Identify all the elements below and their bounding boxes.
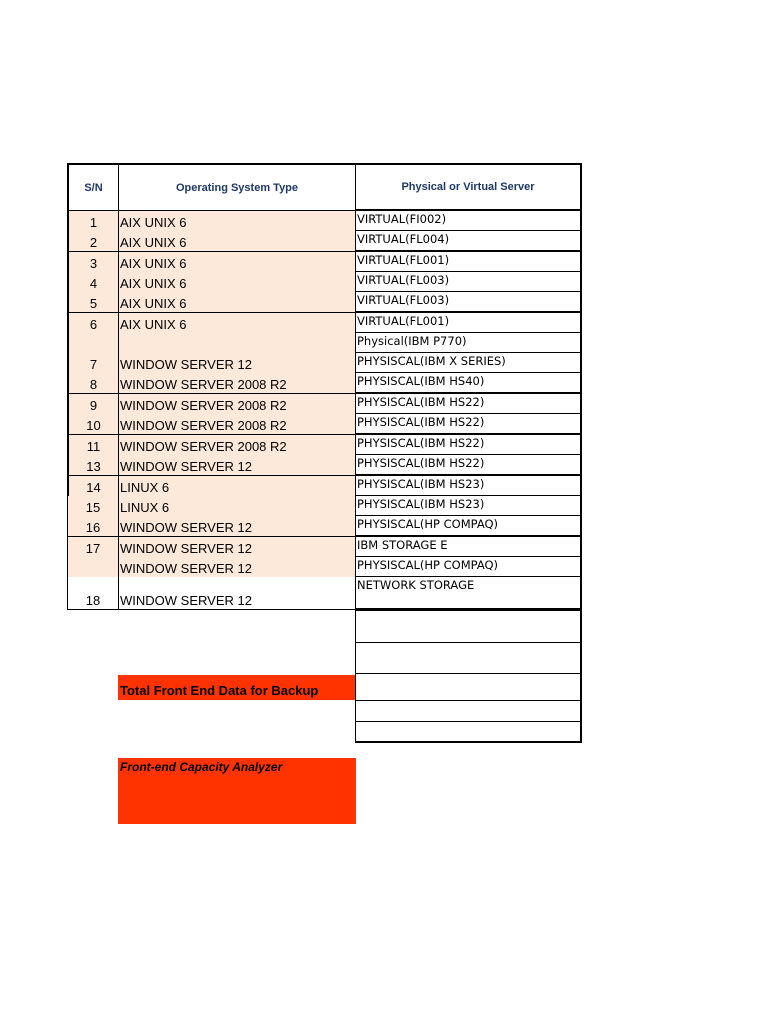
table-row xyxy=(67,557,582,578)
cell-sn xyxy=(67,333,118,354)
cell-server-type: PHYSISCAL(IBM HS23) xyxy=(355,496,582,517)
cell-server-type: VIRTUAL(FI002) xyxy=(355,211,582,232)
cell-os-type: AIX UNIX 6 xyxy=(118,272,355,293)
cell-sn: 5 xyxy=(67,292,118,313)
cell-os-type: WINDOW SERVER 12 xyxy=(118,353,355,374)
header-os-type: Operating System Type xyxy=(118,163,355,211)
empty-cell xyxy=(355,673,582,701)
table-row xyxy=(67,577,582,610)
cell-sn: 14 xyxy=(67,476,118,497)
cell-sn: 16 xyxy=(67,516,118,537)
header-sn: S/N xyxy=(67,163,118,211)
total-front-end-data-label: Total Front End Data for Backup xyxy=(118,675,355,700)
cell-server-type: PHYSISCAL(HP COMPAQ) xyxy=(355,557,582,578)
front-end-capacity-analyzer-label: Front-end Capacity Analyzer xyxy=(118,758,356,824)
cell-server-type: PHYSISCAL(IBM HS40) xyxy=(355,373,582,394)
cell-os-type: WINDOW SERVER 12 xyxy=(118,455,355,476)
cell-server-type: PHYSISCAL(IBM X SERIES) xyxy=(355,353,582,374)
empty-cell xyxy=(355,642,582,674)
cell-server-type: VIRTUAL(FL001) xyxy=(355,313,582,334)
cell-os-type: WINDOW SERVER 12 xyxy=(118,537,355,558)
cell-server-type: Physical(IBM P770) xyxy=(355,333,582,354)
header-server-type: Physical or Virtual Server xyxy=(355,163,582,211)
cell-server-type: VIRTUAL(FL003) xyxy=(355,292,582,313)
table-row xyxy=(67,414,582,435)
cell-os-type: AIX UNIX 6 xyxy=(118,252,355,273)
cell-sn: 1 xyxy=(67,211,118,232)
cell-sn: 10 xyxy=(67,414,118,435)
table-row xyxy=(67,252,582,273)
table-row xyxy=(67,435,582,456)
cell-sn: 15 xyxy=(67,496,118,517)
empty-cell xyxy=(355,721,582,743)
cell-sn: 2 xyxy=(67,231,118,252)
cell-os-type: AIX UNIX 6 xyxy=(118,231,355,252)
cell-server-type: PHYSISCAL(IBM HS22) xyxy=(355,394,582,415)
cell-os-type: WINDOW SERVER 2008 R2 xyxy=(118,394,355,415)
cell-server-type: PHYSISCAL(IBM HS23) xyxy=(355,476,582,497)
table-row xyxy=(67,333,582,354)
table-row xyxy=(67,516,582,537)
cell-os-type: LINUX 6 xyxy=(118,496,355,517)
empty-cell xyxy=(355,700,582,722)
cell-server-type: PHYSISCAL(HP COMPAQ) xyxy=(355,516,582,537)
cell-server-type: VIRTUAL(FL003) xyxy=(355,272,582,293)
table-row xyxy=(67,476,582,497)
cell-os-type: LINUX 6 xyxy=(118,476,355,497)
cell-os-type: WINDOW SERVER 12 xyxy=(118,557,355,578)
cell-sn: 13 xyxy=(67,455,118,476)
cell-os-type xyxy=(118,333,355,354)
table-row xyxy=(67,353,582,374)
cell-server-type: NETWORK STORAGE xyxy=(355,577,582,610)
table-row xyxy=(67,231,582,252)
table-row xyxy=(67,292,582,313)
cell-os-type: AIX UNIX 6 xyxy=(118,313,355,334)
table-row xyxy=(67,394,582,415)
cell-sn: 4 xyxy=(67,272,118,293)
cell-os-type: AIX UNIX 6 xyxy=(118,292,355,313)
cell-os-type: AIX UNIX 6 xyxy=(118,211,355,232)
table-row xyxy=(67,496,582,517)
table-row xyxy=(67,373,582,394)
cell-server-type: PHYSISCAL(IBM HS22) xyxy=(355,435,582,456)
cell-os-type: WINDOW SERVER 2008 R2 xyxy=(118,435,355,456)
cell-sn: 3 xyxy=(67,252,118,273)
cell-sn: 17 xyxy=(67,537,118,558)
cell-sn: 6 xyxy=(67,313,118,334)
cell-server-type: PHYSISCAL(IBM HS22) xyxy=(355,455,582,476)
table-row xyxy=(67,313,582,334)
cell-sn: 9 xyxy=(67,394,118,415)
cell-sn: 8 xyxy=(67,373,118,394)
cell-os-type: WINDOW SERVER 2008 R2 xyxy=(118,414,355,435)
table-row xyxy=(67,272,582,293)
cell-server-type: IBM STORAGE E xyxy=(355,537,582,558)
empty-cell xyxy=(355,610,582,643)
table-row xyxy=(67,211,582,232)
cell-os-type: WINDOW SERVER 2008 R2 xyxy=(118,373,355,394)
cell-sn: 11 xyxy=(67,435,118,456)
cell-server-type: PHYSISCAL(IBM HS22) xyxy=(355,414,582,435)
table-row xyxy=(67,537,582,558)
cell-server-type: VIRTUAL(FL001) xyxy=(355,252,582,273)
cell-os-type: WINDOW SERVER 12 xyxy=(118,516,355,537)
cell-server-type: VIRTUAL(FL004) xyxy=(355,231,582,252)
cell-sn xyxy=(67,557,118,578)
cell-sn: 7 xyxy=(67,353,118,374)
cell-sn: 18 xyxy=(67,577,118,610)
table-row xyxy=(67,455,582,476)
cell-os-type: WINDOW SERVER 12 xyxy=(118,577,355,610)
